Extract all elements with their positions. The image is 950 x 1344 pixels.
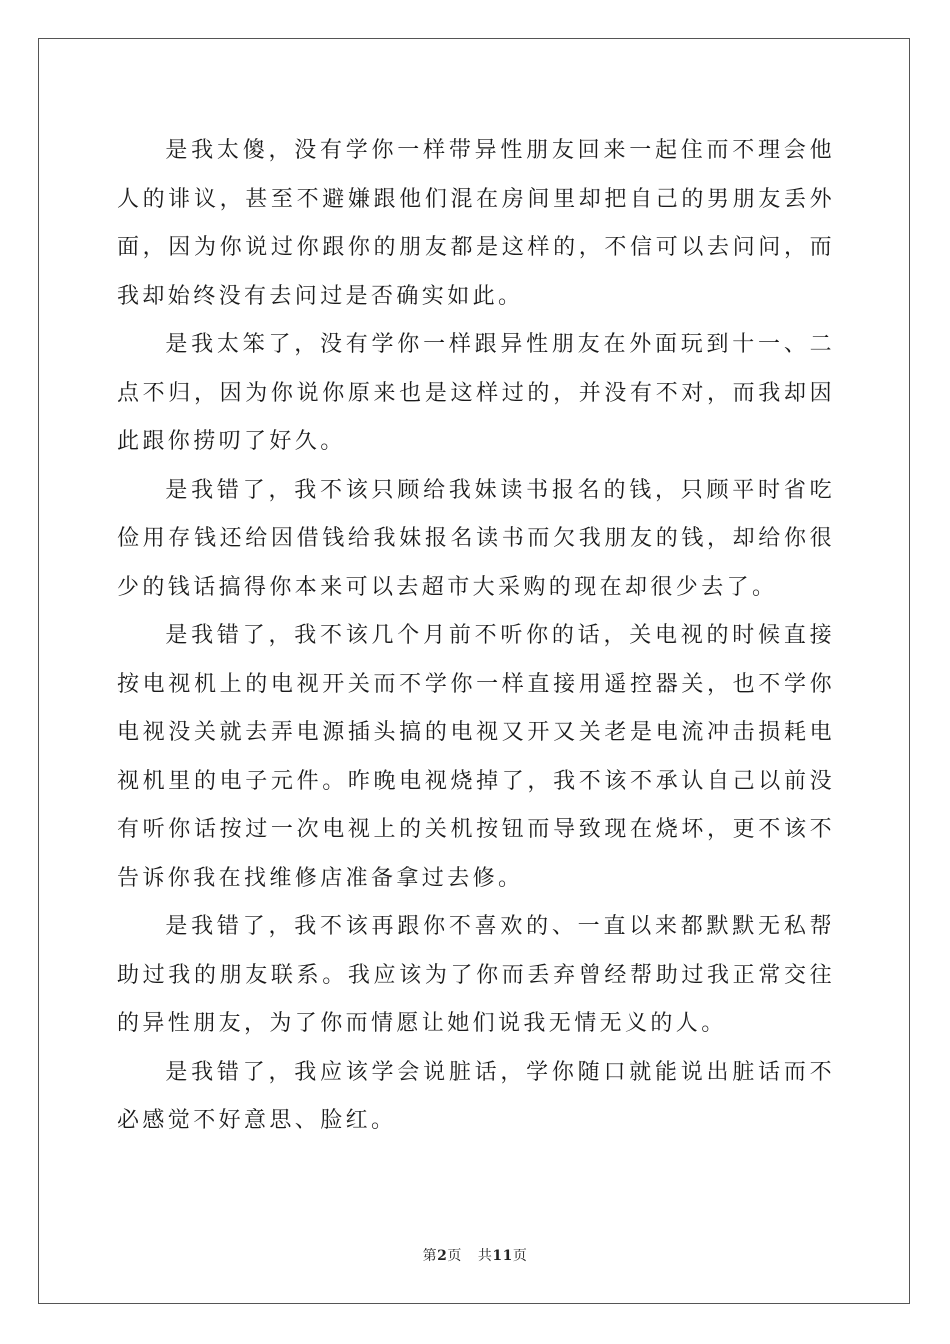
paragraph-1: 是我太傻，没有学你一样带异性朋友回来一起住而不理会他人的诽议，甚至不避嫌跟他们混在房间里却把自己的男朋友丢外面，因为你说过你跟你的朋友都是这样的，不信可以去问问，而我却始终没有去问过是否确实如此。 xyxy=(117,138,835,309)
total-prefix: 共 xyxy=(477,1248,493,1264)
document-body xyxy=(117,127,835,1146)
paragraph-2: 是我太笨了，没有学你一样跟异性朋友在外面玩到十一、二点不归，因为你说你原来也是这样过的，并没有不对，而我却因此跟你捞叨了好久。 xyxy=(117,332,835,454)
paragraph-5: 是我错了，我不该再跟你不喜欢的、一直以来都默默无私帮助过我的朋友联系。我应该为了你而丢弃曾经帮助过我正常交往的异性朋友，为了你而情愿让她们说我无情无义的人。 xyxy=(117,914,835,1036)
paragraph-4: 是我错了，我不该几个月前不听你的话，关电视的时候直接按电视机上的电视开关而不学你一样直接用遥控器关，也不学你电视没关就去弄电源插头搞的电视又开又关老是电流冲击损耗电视机里的电子元件。昨晚电视烧掉了，我不该不承认自己以前没有听你话按过一次电视上的关机按钮而导致现在烧坏，更不该不告诉你我在找维修店准备拿过去修。 xyxy=(117,623,835,891)
paragraph-6: 是我错了，我应该学会说脏话，学你随口就能说出脏话而不必感觉不好意思、脸红。 xyxy=(117,1059,835,1133)
page-footer xyxy=(0,1245,950,1265)
page-suffix: 页 xyxy=(447,1248,462,1264)
page-prefix: 第 xyxy=(422,1248,438,1264)
page-number: 2 xyxy=(437,1248,448,1264)
total-pages: 11 xyxy=(492,1248,513,1264)
total-suffix: 页 xyxy=(512,1248,528,1264)
paragraph-3: 是我错了，我不该只顾给我妹读书报名的钱，只顾平时省吃俭用存钱还给因借钱给我妹报名读书而欠我朋友的钱，却给你很少的钱话搞得你本来可以去超市大采购的现在却很少去了。 xyxy=(117,477,835,600)
